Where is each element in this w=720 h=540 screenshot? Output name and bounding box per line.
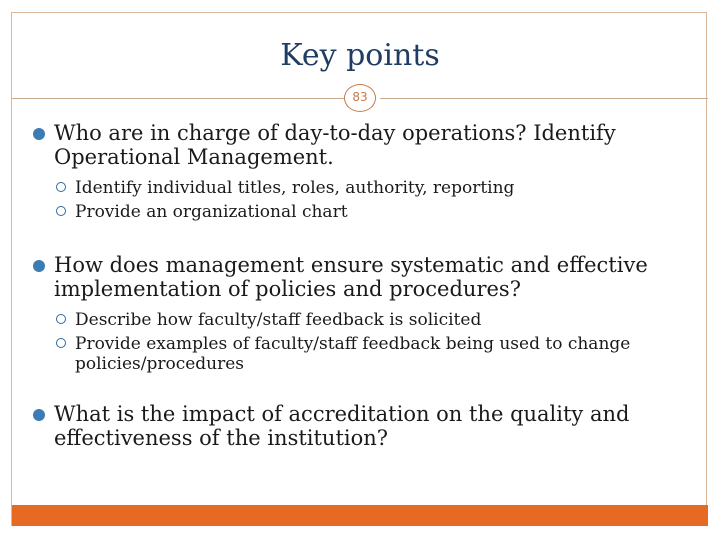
bullet-item — [33, 121, 683, 222]
bullet-item — [33, 402, 683, 450]
bullet-dot-icon — [33, 409, 45, 421]
bullet-text: What is the impact of accreditation on the quality and effectiveness of the institution? — [54, 402, 630, 450]
sub-bullet-item — [54, 178, 683, 198]
hollow-circle-icon — [56, 182, 66, 192]
bullet-list — [33, 121, 683, 450]
hollow-circle-icon — [56, 206, 66, 216]
page-number-badge: 83 — [344, 84, 376, 112]
bullet-text: How does management ensure systematic and effective implementation of policies and procedures? — [54, 253, 648, 301]
bullet-text: Who are in charge of day-to-day operations? Identify Operational Management. — [54, 121, 616, 169]
hollow-circle-icon — [56, 338, 66, 348]
slide-title: Key points — [280, 38, 440, 73]
sub-bullet-item — [54, 310, 683, 330]
sub-bullet-text: Describe how faculty/staff feedback is solicited — [75, 310, 482, 330]
title-divider-left — [12, 98, 344, 99]
bullet-dot-icon — [33, 260, 45, 272]
sub-bullet-item — [54, 202, 683, 222]
sub-bullet-item — [54, 334, 683, 374]
footer-accent-bar — [12, 505, 708, 526]
bullet-item — [33, 253, 683, 374]
title-divider-right — [380, 98, 708, 99]
bullet-dot-icon — [33, 128, 45, 140]
sub-bullet-list — [54, 310, 683, 374]
sub-bullet-list — [54, 178, 683, 222]
hollow-circle-icon — [56, 314, 66, 324]
sub-bullet-text: Provide an organizational chart — [75, 202, 348, 222]
sub-bullet-text: Identify individual titles, roles, authority, reporting — [75, 178, 515, 198]
sub-bullet-text: Provide examples of faculty/staff feedback being used to change policies/procedures — [75, 334, 631, 374]
